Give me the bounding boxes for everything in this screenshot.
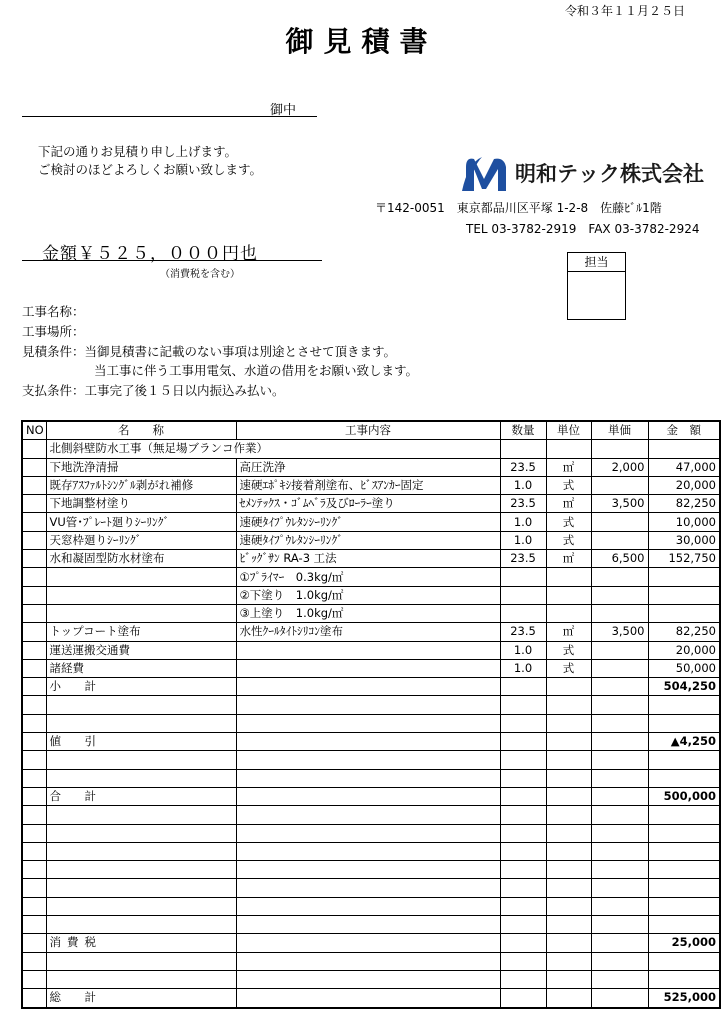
cell-no xyxy=(22,806,46,824)
cell-content xyxy=(236,916,500,934)
header-amount: 金 額 xyxy=(648,421,720,440)
cell-name xyxy=(46,824,236,842)
cell-no xyxy=(22,751,46,769)
cell-no xyxy=(22,495,46,513)
cell-qty xyxy=(500,934,546,952)
cell-amount xyxy=(648,714,720,732)
cell-price: 6,500 xyxy=(591,550,648,568)
cell-amount: 525,000 xyxy=(648,989,720,1008)
cell-name: 水和凝固型防水材塗布 xyxy=(46,550,236,568)
cell-unit xyxy=(546,861,591,879)
cell-price xyxy=(591,440,648,458)
cell-unit: ㎡ xyxy=(546,623,591,641)
cell-name xyxy=(46,586,236,604)
cell-price xyxy=(591,879,648,897)
cell-unit xyxy=(546,586,591,604)
cell-no xyxy=(22,934,46,952)
cell-content xyxy=(236,714,500,732)
cell-content xyxy=(236,989,500,1008)
cell-no xyxy=(22,916,46,934)
cell-unit xyxy=(546,696,591,714)
cell-content xyxy=(236,806,500,824)
cell-amount xyxy=(648,861,720,879)
cell-content xyxy=(236,842,500,860)
cell-content xyxy=(236,659,500,677)
cell-amount: 25,000 xyxy=(648,934,720,952)
cell-no xyxy=(22,879,46,897)
info-value: 工事完了後１５日以内振込み払い。 xyxy=(84,383,285,398)
cell-qty xyxy=(500,604,546,622)
cell-name xyxy=(46,970,236,988)
cell-price xyxy=(591,787,648,805)
person-in-charge-box xyxy=(567,252,626,320)
cell-unit: ㎡ xyxy=(546,550,591,568)
estimate-table xyxy=(21,420,721,1009)
cell-amount: 30,000 xyxy=(648,531,720,549)
cell-no xyxy=(22,696,46,714)
cell-content xyxy=(236,970,500,988)
cell-name xyxy=(46,952,236,970)
info-row xyxy=(22,322,85,340)
cell-content: 高圧洗浄 xyxy=(236,458,500,476)
cell-price xyxy=(591,934,648,952)
cell-no xyxy=(22,897,46,915)
cell-no xyxy=(22,550,46,568)
cell-unit xyxy=(546,916,591,934)
cell-no xyxy=(22,769,46,787)
cell-amount xyxy=(648,696,720,714)
cell-price xyxy=(591,714,648,732)
table-row xyxy=(22,659,720,677)
table-row xyxy=(22,568,720,586)
cell-no xyxy=(22,513,46,531)
cell-qty xyxy=(500,769,546,787)
cell-price xyxy=(591,476,648,494)
table-row xyxy=(22,934,720,952)
cell-unit xyxy=(546,970,591,988)
cell-amount: 20,000 xyxy=(648,476,720,494)
cell-unit: ㎡ xyxy=(546,458,591,476)
cell-content: ﾋﾞｯｸﾞｻﾝ RA-3 工法 xyxy=(236,550,500,568)
table-row xyxy=(22,989,720,1008)
cell-amount xyxy=(648,970,720,988)
cell-unit xyxy=(546,879,591,897)
cell-price xyxy=(591,824,648,842)
cell-unit xyxy=(546,787,591,805)
cell-qty xyxy=(500,952,546,970)
cell-amount xyxy=(648,806,720,824)
cell-no xyxy=(22,842,46,860)
cell-price xyxy=(591,531,648,549)
cell-name: 既存ｱｽﾌｧﾙﾄｼﾝｸﾞﾙ剥がれ補修 xyxy=(46,476,236,494)
company-phone: TEL 03-3782-2919 FAX 03-3782-2924 xyxy=(466,222,700,236)
table-row xyxy=(22,495,720,513)
header-price: 単価 xyxy=(591,421,648,440)
company-logo xyxy=(462,152,704,194)
cell-no xyxy=(22,476,46,494)
cell-amount xyxy=(648,897,720,915)
cell-qty xyxy=(500,714,546,732)
info-label: 工事名称： xyxy=(22,304,85,319)
cell-qty xyxy=(500,440,546,458)
cell-price xyxy=(591,970,648,988)
cell-qty: 1.0 xyxy=(500,659,546,677)
cell-unit: 式 xyxy=(546,531,591,549)
cell-qty xyxy=(500,989,546,1008)
header-qty: 数量 xyxy=(500,421,546,440)
cell-amount xyxy=(648,568,720,586)
cell-name xyxy=(46,604,236,622)
cell-amount: 50,000 xyxy=(648,659,720,677)
cell-price xyxy=(591,604,648,622)
estimate-table-body xyxy=(22,440,720,1008)
cell-name xyxy=(46,769,236,787)
cell-price xyxy=(591,842,648,860)
cell-qty xyxy=(500,824,546,842)
cell-content: ｾﾒﾝﾃｯｸｽ・ｺﾞﾑﾍﾞﾗ及びﾛｰﾗｰ塗り xyxy=(236,495,500,513)
table-row xyxy=(22,696,720,714)
cell-no xyxy=(22,989,46,1008)
cell-qty: 1.0 xyxy=(500,476,546,494)
cell-price xyxy=(591,897,648,915)
cell-content xyxy=(236,787,500,805)
table-row xyxy=(22,714,720,732)
issue-date: 令和３年１１月２５日 xyxy=(565,4,686,18)
cell-qty: 23.5 xyxy=(500,623,546,641)
cell-unit xyxy=(546,714,591,732)
info-row xyxy=(22,381,285,399)
cell-content xyxy=(236,769,500,787)
cell-price xyxy=(591,769,648,787)
cell-amount xyxy=(648,440,720,458)
table-row xyxy=(22,550,720,568)
cell-price xyxy=(591,989,648,1008)
cell-unit: 式 xyxy=(546,659,591,677)
cell-qty xyxy=(500,787,546,805)
cell-no xyxy=(22,678,46,696)
cell-amount: 10,000 xyxy=(648,513,720,531)
cell-content xyxy=(236,696,500,714)
cell-name: 合 計 xyxy=(46,787,236,805)
cell-qty xyxy=(500,586,546,604)
cell-content xyxy=(236,641,500,659)
info-value: 当御見積書に記載のない事項は別途とさせて頂きます。 xyxy=(84,344,397,359)
cell-content xyxy=(236,751,500,769)
cell-price xyxy=(591,568,648,586)
cell-amount: 82,250 xyxy=(648,623,720,641)
total-amount: 金額￥５２５，０００円也 xyxy=(22,239,322,261)
cell-name xyxy=(46,751,236,769)
cell-no xyxy=(22,733,46,751)
cell-no xyxy=(22,623,46,641)
table-row xyxy=(22,531,720,549)
cell-name: 諸経費 xyxy=(46,659,236,677)
cell-no xyxy=(22,604,46,622)
cell-name: VU管･ﾌﾟﾚｰﾄ廻りｼｰﾘﾝｸﾞ xyxy=(46,513,236,531)
table-row xyxy=(22,458,720,476)
cell-qty: 23.5 xyxy=(500,495,546,513)
cell-content xyxy=(236,733,500,751)
cell-content: 速硬ｴﾎﾟｷｼ接着剤塗布、ﾋﾞｽｱﾝｶｰ固定 xyxy=(236,476,500,494)
cell-qty xyxy=(500,806,546,824)
cell-name: 値 引 xyxy=(46,733,236,751)
cell-amount: 20,000 xyxy=(648,641,720,659)
cell-qty: 23.5 xyxy=(500,458,546,476)
cell-unit xyxy=(546,751,591,769)
cell-unit xyxy=(546,897,591,915)
cell-qty xyxy=(500,568,546,586)
cell-price xyxy=(591,916,648,934)
cell-amount xyxy=(648,916,720,934)
document-title: 御見積書 xyxy=(285,25,438,58)
cell-content: 速硬ﾀｲﾌﾟｳﾚﾀﾝｼｰﾘﾝｸﾞ xyxy=(236,513,500,531)
cell-price xyxy=(591,952,648,970)
info-row xyxy=(94,361,418,379)
cell-unit xyxy=(546,604,591,622)
table-header-row xyxy=(22,421,720,440)
cell-unit xyxy=(546,806,591,824)
cell-qty: 23.5 xyxy=(500,550,546,568)
cell-price xyxy=(591,806,648,824)
cell-content: ②下塗り 1.0kg/㎡ xyxy=(236,586,500,604)
cell-qty xyxy=(500,842,546,860)
cell-no xyxy=(22,970,46,988)
cell-amount xyxy=(648,769,720,787)
cell-qty xyxy=(500,879,546,897)
cell-name xyxy=(46,806,236,824)
cell-price xyxy=(591,513,648,531)
cell-qty: 1.0 xyxy=(500,531,546,549)
info-row xyxy=(22,342,396,360)
cell-qty xyxy=(500,916,546,934)
cell-content xyxy=(236,934,500,952)
cell-name: 消費税 xyxy=(46,934,236,952)
cell-name xyxy=(46,568,236,586)
cell-price xyxy=(591,586,648,604)
cell-no xyxy=(22,787,46,805)
cell-amount: 500,000 xyxy=(648,787,720,805)
cell-content xyxy=(236,879,500,897)
cell-unit xyxy=(546,952,591,970)
cell-unit: 式 xyxy=(546,513,591,531)
table-row xyxy=(22,787,720,805)
intro-line-2: ご検討のほどよろしくお願い致します。 xyxy=(38,162,263,177)
table-row xyxy=(22,970,720,988)
cell-unit: 式 xyxy=(546,476,591,494)
cell-name: 小 計 xyxy=(46,678,236,696)
cell-amount xyxy=(648,952,720,970)
cell-price xyxy=(591,696,648,714)
table-row xyxy=(22,842,720,860)
cell-unit xyxy=(546,733,591,751)
table-row xyxy=(22,916,720,934)
cell-qty: 1.0 xyxy=(500,513,546,531)
cell-no xyxy=(22,586,46,604)
table-row xyxy=(22,586,720,604)
cell-name xyxy=(46,696,236,714)
cell-content xyxy=(236,861,500,879)
cell-unit xyxy=(546,678,591,696)
cell-price: 3,500 xyxy=(591,623,648,641)
cell-name: 運送運搬交通費 xyxy=(46,641,236,659)
addressee-suffix: 御中 xyxy=(270,103,297,118)
cell-amount xyxy=(648,879,720,897)
cell-name xyxy=(46,861,236,879)
cell-name: トップコート塗布 xyxy=(46,623,236,641)
table-row xyxy=(22,897,720,915)
cell-no xyxy=(22,659,46,677)
cell-name xyxy=(46,842,236,860)
cell-unit xyxy=(546,989,591,1008)
company-name: 明和テック株式会社 xyxy=(515,162,704,186)
cell-content xyxy=(236,824,500,842)
table-row xyxy=(22,440,720,458)
table-row xyxy=(22,623,720,641)
header-content: 工事内容 xyxy=(236,421,500,440)
cell-no xyxy=(22,458,46,476)
cell-name: 下地洗浄清掃 xyxy=(46,458,236,476)
cell-price xyxy=(591,733,648,751)
tax-note: （消費税を含む） xyxy=(160,269,240,280)
cell-content: 水性ｸｰﾙﾀｲﾄｼﾘｺﾝ塗布 xyxy=(236,623,500,641)
table-row xyxy=(22,604,720,622)
cell-name xyxy=(46,897,236,915)
cell-no xyxy=(22,568,46,586)
cell-amount: ▲4,250 xyxy=(648,733,720,751)
cell-price: 2,000 xyxy=(591,458,648,476)
table-row xyxy=(22,879,720,897)
cell-no xyxy=(22,531,46,549)
cell-name: 総 計 xyxy=(46,989,236,1008)
table-row xyxy=(22,952,720,970)
cell-price: 3,500 xyxy=(591,495,648,513)
info-value: 当工事に伴う工事用電気、水道の借用をお願い致します。 xyxy=(94,363,419,378)
cell-content: ①ﾌﾟﾗｲﾏｰ 0.3kg/㎡ xyxy=(236,568,500,586)
cell-no xyxy=(22,641,46,659)
cell-unit xyxy=(546,842,591,860)
header-unit: 単位 xyxy=(546,421,591,440)
table-row xyxy=(22,861,720,879)
cell-amount xyxy=(648,751,720,769)
person-in-charge-label: 担当 xyxy=(568,253,625,272)
table-row xyxy=(22,806,720,824)
info-label: 見積条件： xyxy=(22,344,85,359)
table-row xyxy=(22,476,720,494)
cell-unit xyxy=(546,934,591,952)
company-logo-icon xyxy=(462,153,512,193)
table-row xyxy=(22,824,720,842)
cell-content xyxy=(236,952,500,970)
cell-no xyxy=(22,824,46,842)
cell-amount: 152,750 xyxy=(648,550,720,568)
cell-unit xyxy=(546,824,591,842)
table-row xyxy=(22,769,720,787)
cell-qty xyxy=(500,897,546,915)
info-label: 工事場所： xyxy=(22,324,85,339)
cell-qty xyxy=(500,678,546,696)
info-label: 支払条件： xyxy=(22,383,85,398)
cell-unit xyxy=(546,769,591,787)
company-address: 〒142-0051 東京都品川区平塚 1-2-8 佐藤ﾋﾞﾙ1階 xyxy=(375,201,662,215)
cell-price xyxy=(591,641,648,659)
table-row xyxy=(22,733,720,751)
header-no: NO xyxy=(22,421,46,440)
cell-name: 北側斜壁防水工事（無足場ブランコ作業） xyxy=(46,440,500,458)
table-row xyxy=(22,513,720,531)
cell-name xyxy=(46,879,236,897)
cell-content xyxy=(236,897,500,915)
cell-qty xyxy=(500,733,546,751)
cell-unit: ㎡ xyxy=(546,495,591,513)
cell-no xyxy=(22,440,46,458)
cell-unit xyxy=(546,568,591,586)
cell-qty xyxy=(500,751,546,769)
cell-amount xyxy=(648,824,720,842)
cell-unit xyxy=(546,440,591,458)
cell-price xyxy=(591,659,648,677)
cell-unit: 式 xyxy=(546,641,591,659)
cell-amount: 82,250 xyxy=(648,495,720,513)
cell-qty: 1.0 xyxy=(500,641,546,659)
cell-name: 天窓枠廻りｼｰﾘﾝｸﾞ xyxy=(46,531,236,549)
cell-name xyxy=(46,916,236,934)
cell-no xyxy=(22,952,46,970)
cell-content xyxy=(236,678,500,696)
table-row xyxy=(22,751,720,769)
cell-amount xyxy=(648,586,720,604)
table-row xyxy=(22,641,720,659)
table-row xyxy=(22,678,720,696)
cell-amount xyxy=(648,604,720,622)
cell-qty xyxy=(500,970,546,988)
cell-no xyxy=(22,714,46,732)
cell-content: 速硬ﾀｲﾌﾟｳﾚﾀﾝｼｰﾘﾝｸﾞ xyxy=(236,531,500,549)
cell-price xyxy=(591,861,648,879)
cell-price xyxy=(591,751,648,769)
info-row xyxy=(22,302,85,320)
cell-qty xyxy=(500,696,546,714)
cell-price xyxy=(591,678,648,696)
cell-qty xyxy=(500,861,546,879)
cell-name: 下地調整材塗り xyxy=(46,495,236,513)
header-name: 名 称 xyxy=(46,421,236,440)
cell-amount xyxy=(648,842,720,860)
cell-amount: 47,000 xyxy=(648,458,720,476)
cell-amount: 504,250 xyxy=(648,678,720,696)
cell-name xyxy=(46,714,236,732)
cell-no xyxy=(22,861,46,879)
cell-content: ③上塗り 1.0kg/㎡ xyxy=(236,604,500,622)
intro-line-1: 下記の通りお見積り申し上げます。 xyxy=(38,144,238,159)
